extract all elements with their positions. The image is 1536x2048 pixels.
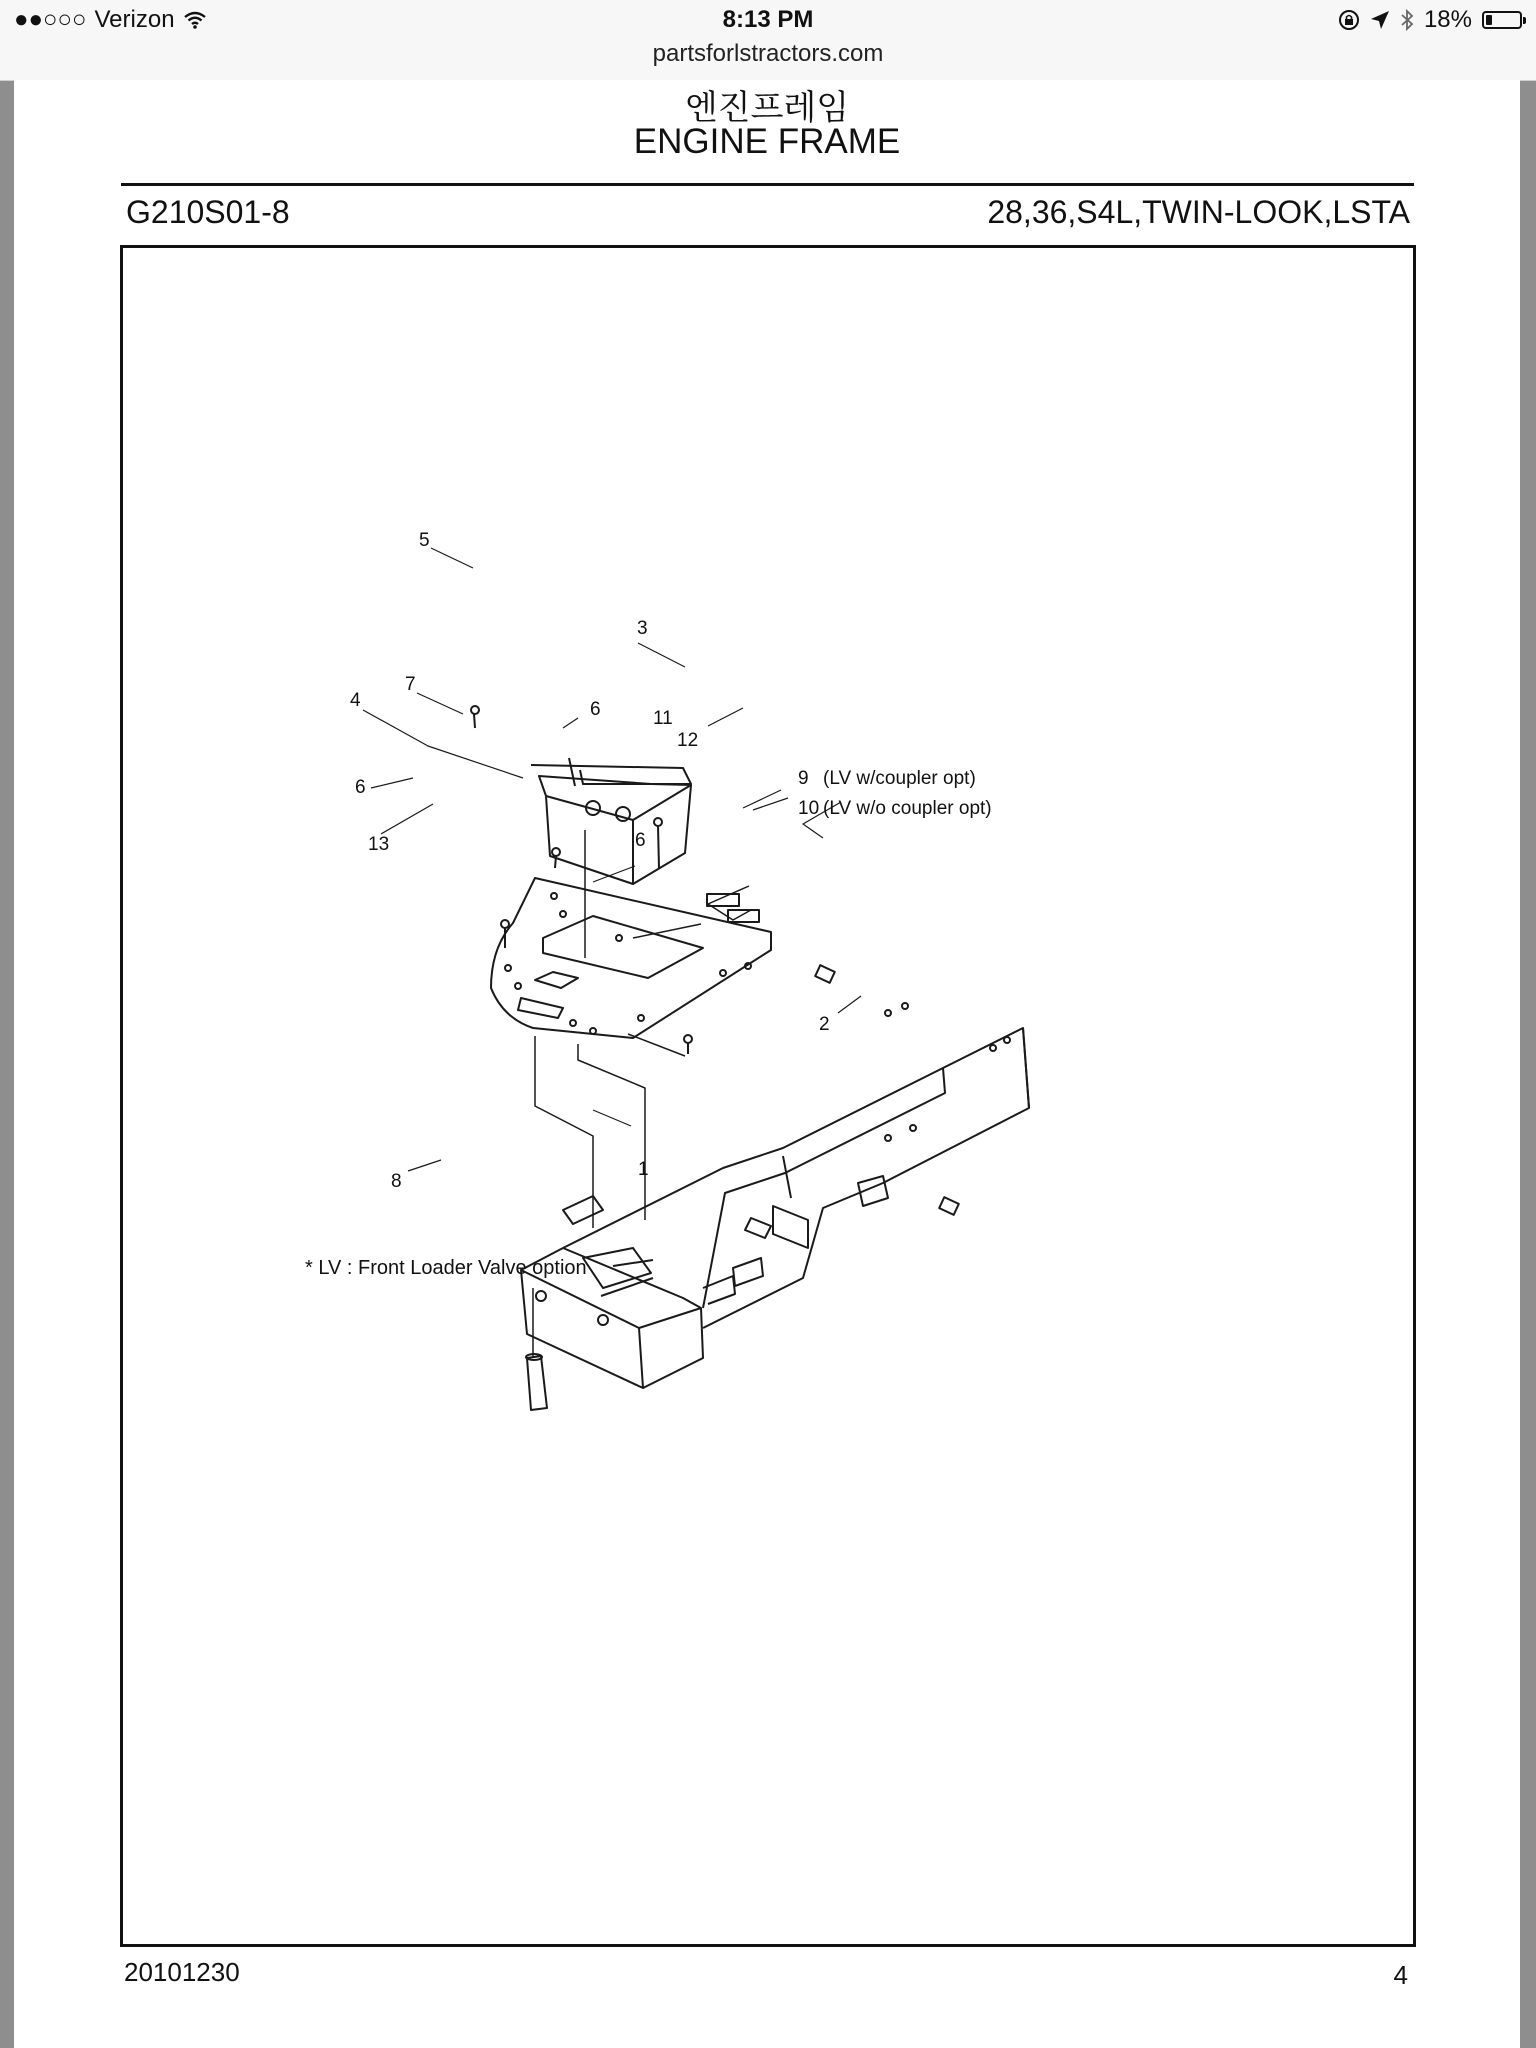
callout-6-top: 6 (590, 699, 601, 720)
pin-part (526, 1354, 547, 1410)
callout-6-bottom: 6 (635, 830, 646, 851)
status-right (1338, 6, 1522, 34)
callout-5: 5 (419, 530, 430, 551)
bluetooth-icon (1400, 8, 1414, 32)
header-rule (121, 183, 1414, 186)
status-bar (0, 0, 1536, 81)
battery-fill (1486, 15, 1492, 25)
callout-1: 1 (638, 1159, 649, 1180)
callout-7: 7 (405, 674, 416, 695)
callout-13: 13 (368, 834, 390, 855)
model-list: 28,36,S4L,TWIN-LOOK,LSTA (987, 194, 1410, 230)
callout-12: 12 (677, 730, 699, 751)
battery-percent: 18% (1423, 6, 1472, 33)
carrier-name: Verizon (94, 6, 175, 33)
signal-strength-icon: ●●○○○ (14, 6, 87, 33)
callout-11: 11 (653, 708, 673, 729)
engine-plate-part (491, 878, 771, 1038)
clock: 8:13 PM (722, 6, 814, 33)
callout-4: 4 (350, 690, 361, 711)
address-bar-url[interactable]: partsforlstractors.com (652, 40, 884, 67)
callout-9: 9 (798, 768, 809, 789)
parts-diagram-frame (120, 245, 1416, 1947)
document-page (14, 80, 1520, 2048)
location-arrow-icon (1370, 10, 1390, 30)
callout-9-text: (LV w/coupler opt) (823, 768, 976, 789)
page-number: 4 (1393, 1960, 1408, 1990)
callout-6-left: 6 (355, 777, 366, 798)
callout-2: 2 (819, 1014, 830, 1035)
main-frame-part (521, 1003, 1029, 1388)
callout-10-text: (LV w/o coupler opt) (823, 798, 992, 819)
title-english: ENGINE FRAME (633, 122, 901, 161)
footer-date: 20101230 (124, 1957, 240, 1987)
orientation-lock-icon (1338, 9, 1360, 31)
callout-10: 10 (798, 798, 820, 819)
battery-icon (1482, 11, 1522, 29)
callout-3: 3 (637, 618, 648, 639)
diagram-code: G210S01-8 (126, 194, 290, 230)
exploded-parts-diagram (123, 248, 1413, 1944)
lv-note: * LV : Front Loader Valve option (305, 1257, 587, 1279)
callout-leaders (363, 548, 861, 1171)
callout-8: 8 (391, 1171, 402, 1192)
title-korean: 엔진프레임 (684, 88, 850, 128)
